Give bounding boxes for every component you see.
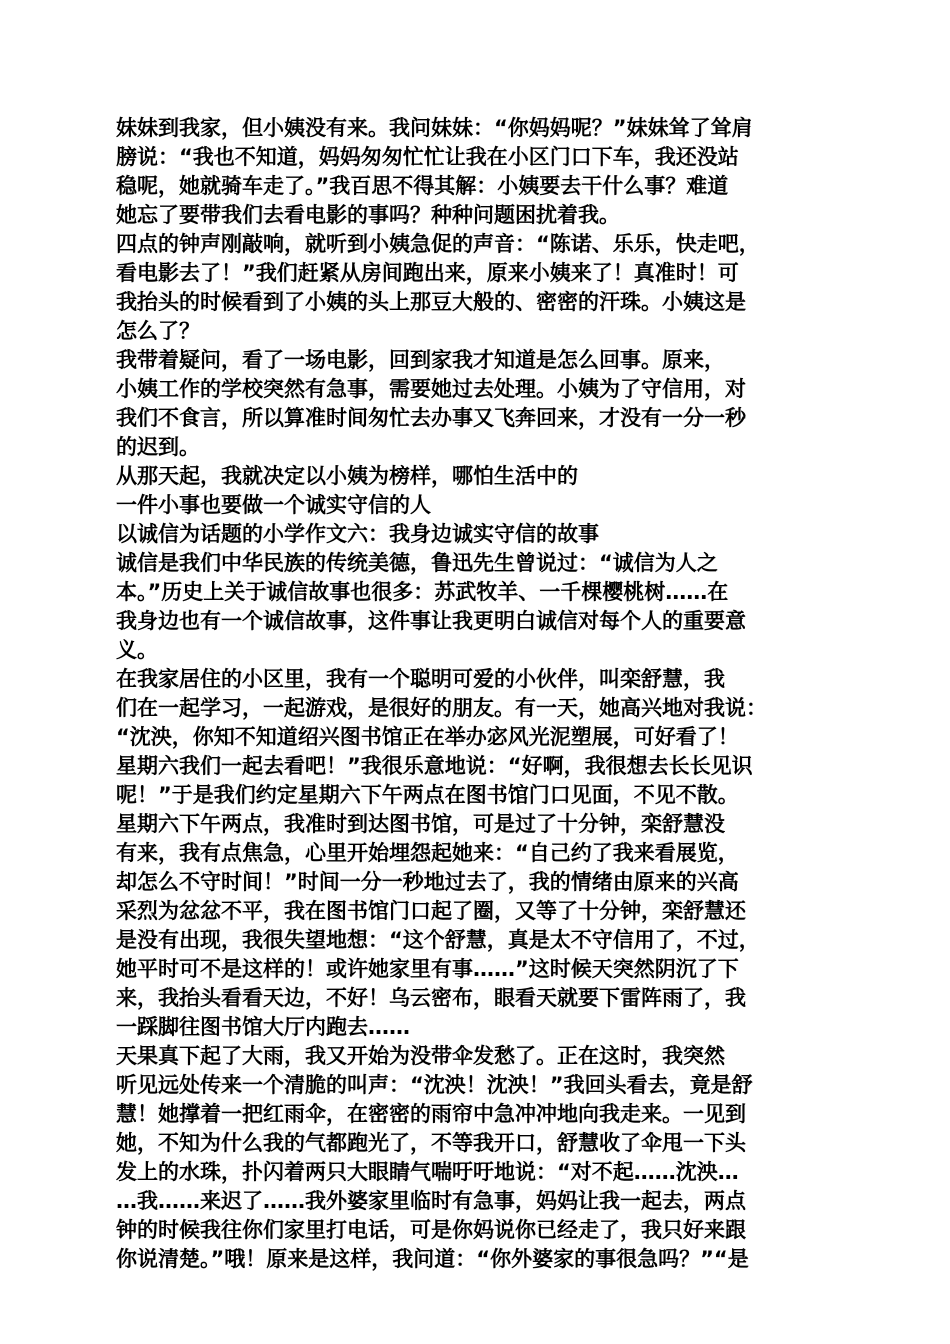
text-line: 采烈为忿忿不平，我在图书馆门口起了圈，又等了十分钟，栾舒慧还 [116, 899, 746, 923]
text-line: 四点的钟声刚敲响，就听到小姨急促的声音：“陈诺、乐乐，快走吧， [116, 232, 760, 256]
essay-text [116, 114, 846, 1274]
text-line: 的迟到。 [116, 435, 200, 459]
text-line: 我身边也有一个诚信故事，这件事让我更明白诚信对每个人的重要意 [116, 609, 746, 633]
section-heading: 以诚信为话题的小学作文六：我身边诚实守信的故事 [116, 522, 599, 546]
text-line: 从那天起，我就决定以小姨为榜样，哪怕生活中的 [116, 464, 578, 488]
text-line: 我抬头的时候看到了小姨的头上那豆大般的、密密的汗珠。小姨这是 [116, 290, 746, 314]
text-line: …我……来迟了……我外婆家里临时有急事，妈妈让我一起去，两点 [116, 1189, 746, 1213]
text-line: 她平时可不是这样的！或许她家里有事……”这时候天突然阴沉了下 [116, 957, 739, 981]
text-line: 你说清楚。”哦！原来是这样，我问道：“你外婆家的事很急吗？”“是 [116, 1247, 749, 1271]
text-line: 本。”历史上关于诚信故事也很多：苏武牧羊、一千棵樱桃树……在 [116, 580, 729, 604]
text-line: 一踩脚往图书馆大厅内跑去…… [116, 1015, 410, 1039]
text-line: 妹妹到我家，但小姨没有来。我问妹妹：“你妈妈呢？”妹妹耸了耸肩 [116, 116, 753, 140]
text-line: 是没有出现，我很失望地想：“这个舒慧，真是太不守信用了，不过， [116, 928, 760, 952]
text-line: 一件小事也要做一个诚实守信的人 [116, 493, 431, 517]
text-line: 稳呢，她就骑车走了。”我百思不得其解：小姨要去干什么事？难道 [116, 174, 729, 198]
text-line: 怎么了？ [116, 319, 200, 343]
text-line: 有来，我有点焦急，心里开始埋怨起她来：“自己约了我来看展览， [116, 841, 739, 865]
text-line: 义。 [116, 638, 158, 662]
text-line: “沈泱，你知不知道绍兴图书馆正在举办宓风光泥塑展，可好看了！ [116, 725, 739, 749]
text-line: 来，我抬头看看天边，不好！乌云密布，眼看天就要下雷阵雨了，我 [116, 986, 746, 1010]
text-line: 呢！”于是我们约定星期六下午两点在图书馆门口见面，不见不散。 [116, 783, 739, 807]
text-line: 诚信是我们中华民族的传统美德，鲁迅先生曾说过：“诚信为人之 [116, 551, 718, 575]
text-line: 却怎么不守时间！”时间一分一秒地过去了，我的情绪由原来的兴高 [116, 870, 739, 894]
text-line: 看电影去了！”我们赶紧从房间跑出来，原来小姨来了！真准时！可 [116, 261, 739, 285]
text-line: 慧！她撑着一把红雨伞，在密密的雨帘中急冲冲地向我走来。一见到 [116, 1102, 746, 1126]
text-line: 天果真下起了大雨，我又开始为没带伞发愁了。正在这时，我突然 [116, 1044, 725, 1068]
text-line: 星期六下午两点，我准时到达图书馆，可是过了十分钟，栾舒慧没 [116, 812, 725, 836]
text-line: 我带着疑问，看了一场电影，回到家我才知道是怎么回事。原来， [116, 348, 725, 372]
text-line: 我们不食言，所以算准时间匆忙去办事又飞奔回来，才没有一分一秒 [116, 406, 746, 430]
text-line: 发上的水珠，扑闪着两只大眼睛气喘吁吁地说：“对不起……沈泱… [116, 1160, 739, 1184]
text-line: 她，不知为什么我的气都跑光了，不等我开口，舒慧收了伞甩一下头 [116, 1131, 746, 1155]
text-line: 钟的时候我往你们家里打电话，可是你妈说你已经走了，我只好来跟 [116, 1218, 746, 1242]
text-line: 小姨工作的学校突然有急事，需要她过去处理。小姨为了守信用，对 [116, 377, 746, 401]
text-line: 在我家居住的小区里，我有一个聪明可爱的小伙伴，叫栾舒慧，我 [116, 667, 725, 691]
text-line: 们在一起学习，一起游戏，是很好的朋友。有一天，她高兴地对我说： [116, 696, 767, 720]
text-line: 膀说：“我也不知道，妈妈匆匆忙忙让我在小区门口下车，我还没站 [116, 145, 739, 169]
text-line: 星期六我们一起去看吧！”我很乐意地说：“好啊，我很想去长长见识 [116, 754, 753, 778]
text-line: 听见远处传来一个清脆的叫声：“沈泱！沈泱！”我回头看去，竟是舒 [116, 1073, 753, 1097]
text-line: 她忘了要带我们去看电影的事吗？种种问题困扰着我。 [116, 203, 620, 227]
